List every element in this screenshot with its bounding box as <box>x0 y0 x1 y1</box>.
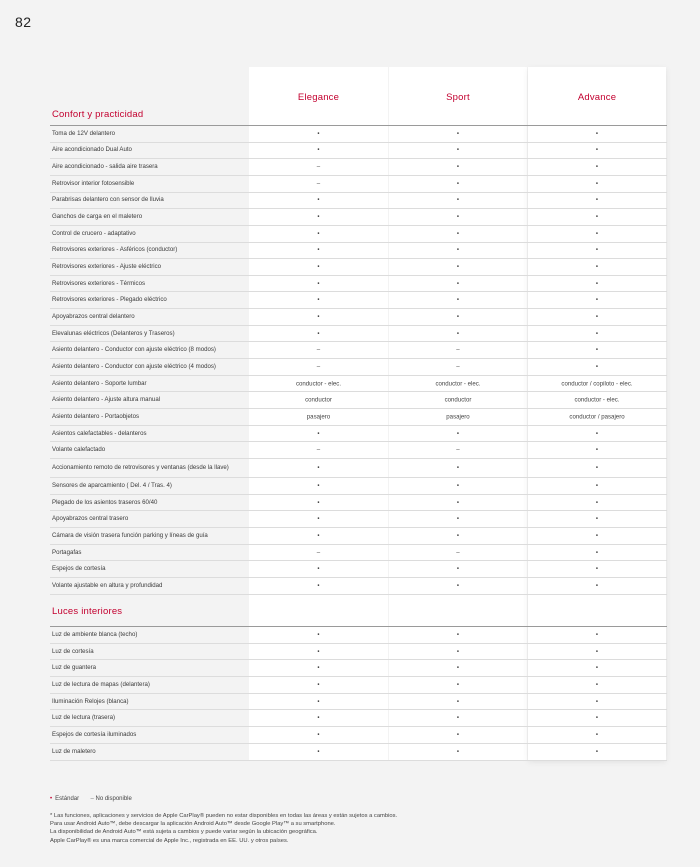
standard-dot-icon: • <box>317 714 320 722</box>
row-label: Plegado de los asientos traseros 60/40 <box>52 498 158 506</box>
row-label: Retrovisores exteriores - Térmicos <box>52 279 146 287</box>
table-row <box>50 342 667 359</box>
standard-dot-icon: • <box>456 714 460 722</box>
row-label: Luz de lectura (trasera) <box>52 714 115 722</box>
not-available-dash: – <box>456 549 460 557</box>
legend <box>50 796 132 802</box>
table-row <box>50 561 667 578</box>
row-label: Volante ajustable en altura y profundidad <box>52 581 163 589</box>
page-number: 82 <box>15 14 32 30</box>
standard-dot-icon: • <box>456 748 460 756</box>
footnote: La disponibilidad de Android Auto™ está sujeta a cambios y puede variar según la ubicación geográfica. <box>50 829 318 836</box>
standard-dot-icon: • <box>595 146 599 154</box>
table-row <box>50 677 667 694</box>
standard-dot-icon: • <box>317 330 320 338</box>
column-header-elegance: Elegance <box>297 92 340 103</box>
standard-dot-icon: • <box>595 482 599 490</box>
table-row <box>50 293 667 310</box>
row-label: Espejos de cortesía iluminados <box>52 731 137 739</box>
standard-dot-icon: • <box>456 731 460 739</box>
standard-dot-icon: • <box>317 698 320 706</box>
standard-dot-icon: • <box>595 213 599 221</box>
cell-value: conductor - elec. <box>435 380 481 388</box>
row-label: Elevalunas eléctricos (Delanteros y Traseros) <box>52 329 175 337</box>
table-row <box>50 409 667 426</box>
row-label: Accionamiento remoto de retrovisores y ventanas (desde la llave) <box>52 464 229 472</box>
standard-dot-icon: • <box>456 146 460 154</box>
standard-dot-icon: • <box>456 482 460 490</box>
standard-dot-icon: • <box>595 698 599 706</box>
row-label: Apoyabrazos central delantero <box>52 312 135 320</box>
table-row <box>50 193 667 210</box>
standard-dot-icon: • <box>456 648 460 656</box>
standard-dot-icon: • <box>456 532 460 540</box>
row-label: Apoyabrazos central trasero <box>52 515 129 523</box>
row-label: Luz de maletero <box>52 747 96 755</box>
row-label: Asiento delantero - Conductor con ajuste eléctrico (4 modos) <box>52 362 216 370</box>
footnote: * Las funciones, aplicaciones y servicios de Apple CarPlay® pueden no estar disponibles en todas las áreas y están sujetos a cambios. <box>50 813 398 819</box>
standard-dot-icon: • <box>456 130 460 138</box>
table-row <box>50 627 667 644</box>
standard-dot-icon: • <box>456 180 460 188</box>
row-label: Luz de ambiente blanca (techo) <box>52 630 138 638</box>
standard-dot-icon: • <box>456 230 460 238</box>
standard-dot-icon: • <box>317 263 320 271</box>
standard-dot-icon: • <box>317 146 320 154</box>
standard-dot-icon: • <box>595 565 599 573</box>
cell-value: conductor / copiloto - elec. <box>561 380 633 388</box>
standard-dot-icon: • <box>595 499 599 507</box>
not-available-dash: – <box>316 163 321 171</box>
row-label: Asiento delantero - Ajuste altura manual <box>52 396 161 404</box>
table-row <box>50 442 667 459</box>
row-label: Asientos calefactables - delanteros <box>52 429 147 437</box>
table-row <box>50 159 667 176</box>
not-available-dash: – <box>316 346 321 354</box>
table-row <box>50 176 667 193</box>
row-label: Control de crucero - adaptativo <box>52 229 136 237</box>
cell-value: conductor - elec. <box>574 396 620 404</box>
standard-dot-icon: • <box>317 464 320 472</box>
column-header-advance: Advance <box>577 92 617 103</box>
footnote: Para usar Android Auto™, debe descargar la aplicación Android Auto™ desde Google Play™ a su smartphone. <box>50 821 336 828</box>
standard-dot-icon: • <box>317 515 320 523</box>
standard-dot-icon: • <box>595 180 599 188</box>
standard-dot-icon: • <box>456 582 460 590</box>
table-row <box>50 459 667 478</box>
table-row <box>50 660 667 677</box>
cell-value: conductor <box>305 396 332 404</box>
not-available-dash: – <box>456 346 460 354</box>
row-label: Asiento delantero - Conductor con ajuste eléctrico (8 modos) <box>52 346 216 354</box>
table-row <box>50 727 667 744</box>
table-row <box>50 376 667 393</box>
table-row <box>50 545 667 562</box>
row-label: Aire acondicionado Dual Auto <box>52 146 132 154</box>
row-label: Asiento delantero - Soporte lumbar <box>52 379 147 387</box>
standard-dot-icon: • <box>317 499 320 507</box>
standard-dot-icon: • <box>595 130 599 138</box>
standard-dot-icon: • <box>456 213 460 221</box>
standard-dot-icon: • <box>456 430 460 437</box>
row-label: Luz de lectura de mapas (delantera) <box>52 680 150 688</box>
standard-dot-icon: • <box>456 631 460 639</box>
table-row <box>50 243 667 260</box>
table-row <box>50 126 667 143</box>
row-label: Retrovisor interior fotosensible <box>52 179 135 187</box>
cell-value: conductor - elec. <box>295 380 342 388</box>
standard-dot-icon: • <box>595 230 599 238</box>
standard-dot-icon: • <box>595 446 599 454</box>
table-row <box>50 578 667 595</box>
standard-dot-icon: • <box>317 313 320 321</box>
standard-dot-icon: • <box>456 698 460 706</box>
table-row <box>50 644 667 661</box>
standard-dot-icon: • <box>595 263 599 271</box>
standard-dot-icon: • <box>317 246 320 254</box>
table-row <box>50 359 667 376</box>
not-available-dash: – <box>456 363 460 371</box>
legend-not-available: No disponible <box>95 796 132 802</box>
standard-dot-icon: • <box>317 482 320 490</box>
section-title: Luces interiores <box>52 606 123 617</box>
footnote: Apple CarPlay® es una marca comercial de Apple Inc., registrada en EE. UU. y otros países. <box>50 837 289 844</box>
table-row <box>50 478 667 495</box>
standard-dot-icon: • <box>595 464 599 472</box>
table-row <box>50 528 667 545</box>
table-row <box>50 511 667 528</box>
standard-dot-icon: • <box>317 213 320 221</box>
cell-value: pasajero <box>306 413 331 421</box>
not-available-dash: – <box>316 363 321 371</box>
table-row <box>50 309 667 326</box>
row-label: Volante calefactado <box>52 446 106 454</box>
standard-dot-icon: • <box>595 163 599 171</box>
standard-dot-icon: • <box>595 549 599 557</box>
table-row <box>50 226 667 243</box>
standard-dot-icon: • <box>317 230 320 238</box>
standard-dot-icon: • <box>317 681 320 689</box>
standard-dot-icon: • <box>317 582 320 590</box>
dash-icon: – <box>90 796 94 802</box>
standard-dot-icon: • <box>595 280 599 288</box>
standard-dot-icon: • <box>317 196 320 204</box>
standard-dot-icon: • <box>456 246 460 254</box>
standard-dot-icon: • <box>317 296 320 304</box>
standard-dot-icon: • <box>595 196 599 204</box>
table-row <box>50 209 667 226</box>
standard-dot-icon: • <box>595 296 599 304</box>
standard-dot-icon: • <box>456 296 460 304</box>
standard-dot-icon: • <box>456 499 460 507</box>
footnotes <box>50 812 397 845</box>
standard-dot-icon: • <box>317 631 320 639</box>
table-row <box>50 326 667 343</box>
row-label: Retrovisores exteriores - Plegado eléctrico <box>52 296 167 304</box>
standard-dot-icon: • <box>317 532 320 540</box>
row-label: Retrovisores exteriores - Asféricos (conductor) <box>52 246 178 254</box>
standard-dot-icon: • <box>317 748 320 756</box>
column-header-sport: Sport <box>446 92 470 103</box>
row-label: Portagafas <box>52 548 82 556</box>
row-label: Luz de cortesía <box>52 647 94 655</box>
row-label: Parabrisas delantero con sensor de lluvia <box>52 196 164 204</box>
section-title: Confort y practicidad <box>52 109 144 120</box>
table-row <box>50 744 667 761</box>
standard-dot-icon: • <box>317 430 320 437</box>
standard-dot-icon: • <box>456 330 460 338</box>
standard-dot-icon: • <box>595 748 599 756</box>
standard-dot-icon: • <box>595 346 599 354</box>
standard-dot-icon: • <box>317 130 320 138</box>
standard-dot-icon: • <box>595 532 599 540</box>
standard-dot-icon: • <box>317 731 320 739</box>
row-label: Asiento delantero - Portaobjetos <box>52 412 140 420</box>
standard-dot-icon: • <box>595 313 599 321</box>
standard-dot-icon: • <box>595 714 599 722</box>
standard-dot-icon: • <box>456 515 460 523</box>
cell-value: conductor <box>444 396 472 404</box>
standard-dot-icon: • <box>456 196 460 204</box>
cell-value: conductor / pasajero <box>569 413 625 421</box>
standard-dot-icon: • <box>456 664 460 672</box>
standard-dot-icon: • <box>595 363 599 371</box>
row-label: Aire acondicionado - salida aire trasera <box>52 163 158 171</box>
standard-dot-icon: • <box>456 681 460 689</box>
table-row <box>50 694 667 711</box>
standard-dot-icon: • <box>317 648 320 656</box>
standard-dot-icon: • <box>317 565 320 573</box>
table-row <box>50 276 667 293</box>
standard-dot-icon: • <box>456 464 460 472</box>
row-label: Cámara de visión trasera función parking y líneas de guía <box>52 531 208 539</box>
standard-dot-icon: • <box>595 330 599 338</box>
standard-dot-icon: • <box>317 664 320 672</box>
standard-dot-icon: • <box>317 280 320 288</box>
table-row <box>50 711 667 728</box>
row-label: Retrovisores exteriores - Ajuste eléctrico <box>52 263 162 270</box>
row-label: Iluminación Relojes (blanca) <box>52 697 129 705</box>
standard-dot-icon: • <box>595 648 599 656</box>
standard-dot-icon: • <box>456 565 460 573</box>
table-row <box>50 392 667 409</box>
standard-dot-icon: • <box>456 263 460 271</box>
cell-value: pasajero <box>446 413 470 421</box>
row-label: Ganchos de carga en el maletero <box>52 213 143 221</box>
standard-dot-icon: • <box>595 631 599 639</box>
standard-dot-icon: • <box>456 163 460 171</box>
row-label: Toma de 12V delantero <box>52 129 116 137</box>
standard-dot-icon: • <box>595 430 599 437</box>
standard-dot-icon: • <box>456 313 460 321</box>
row-label: Sensores de aparcamiento ( Del. 4 / Tras. 4) <box>52 481 172 489</box>
not-available-dash: – <box>316 549 321 557</box>
legend-standard: Estándar <box>55 796 80 802</box>
standard-dot-icon: • <box>456 280 460 288</box>
table-row <box>50 259 667 276</box>
not-available-dash: – <box>316 446 321 454</box>
row-label: Espejos de cortesía <box>52 565 106 573</box>
standard-dot-icon: • <box>595 681 599 689</box>
table-row <box>50 426 667 443</box>
table-row <box>50 495 667 512</box>
not-available-dash: – <box>316 180 321 188</box>
table-row <box>50 143 667 160</box>
not-available-dash: – <box>456 446 460 454</box>
row-label: Luz de guantera <box>52 664 97 672</box>
standard-dot-icon: • <box>595 515 599 523</box>
standard-dot-icon: • <box>595 582 599 590</box>
standard-dot-icon: • <box>50 796 53 802</box>
standard-dot-icon: • <box>595 246 599 254</box>
standard-dot-icon: • <box>595 731 599 739</box>
standard-dot-icon: • <box>595 664 599 672</box>
